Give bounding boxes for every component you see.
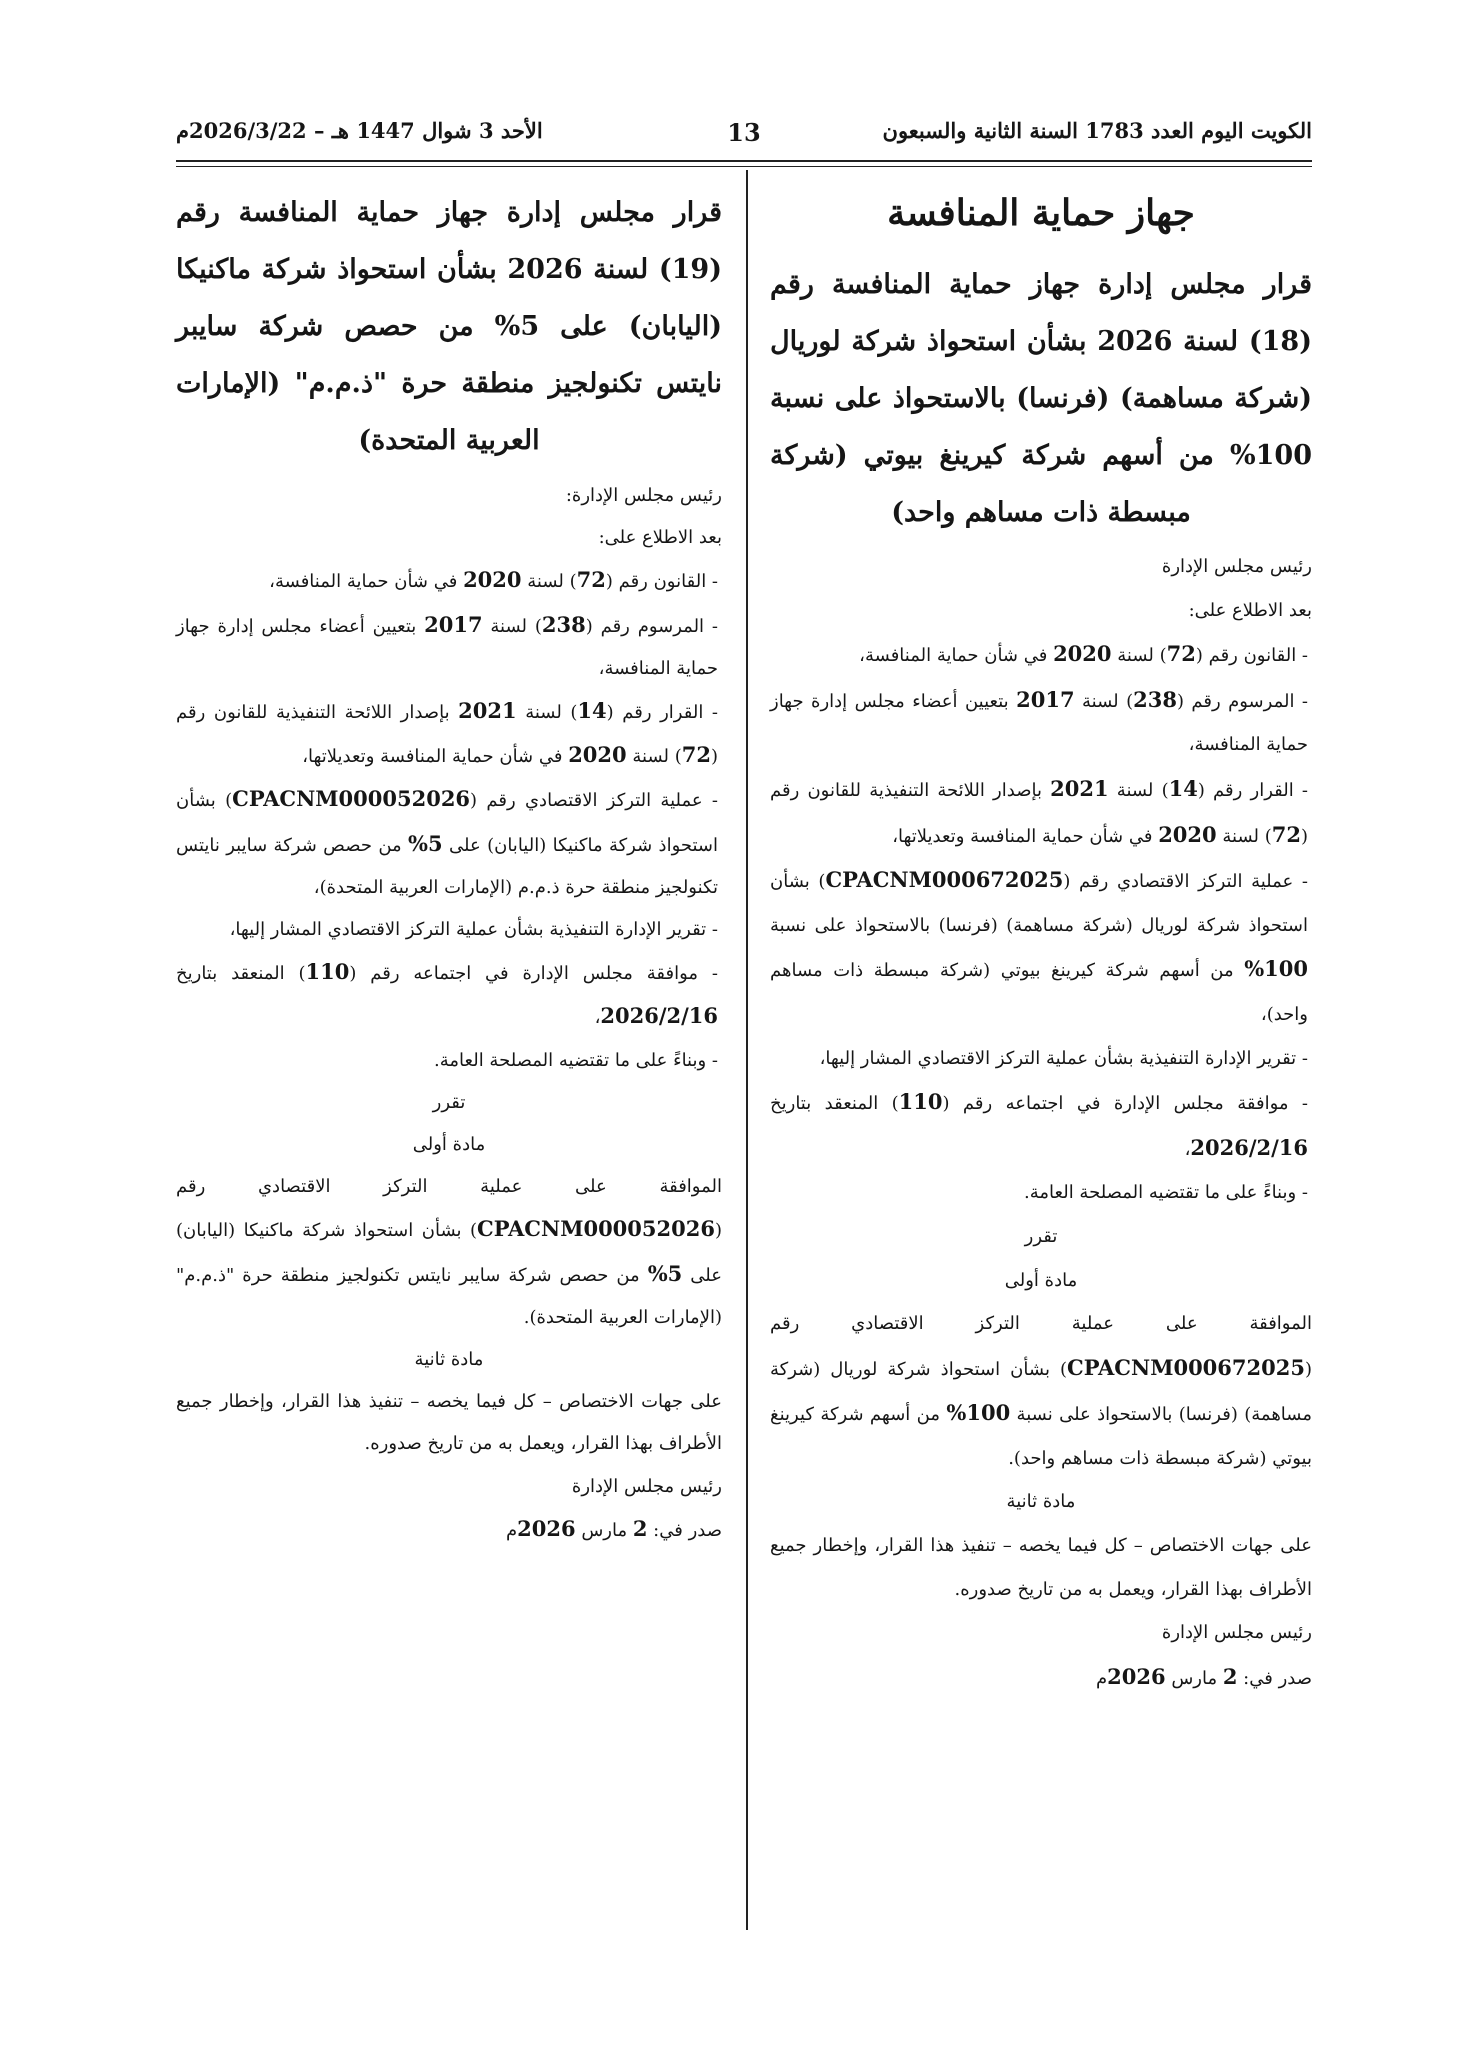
article-1-heading: مادة أولى [412, 1134, 486, 1156]
header-rule-thin [176, 166, 1312, 167]
issued-date: صدر في: 2 مارس 2026م [505, 1515, 722, 1541]
preamble-item: - المرسوم رقم (238) لسنة 2017 بتعيين أعضاء مجلس إدارة جهاز حماية المنافسة، [176, 611, 718, 679]
preamble-item: - المرسوم رقم (238) لسنة 2017 بتعيين أعضاء مجلس إدارة جهاز حماية المنافسة، [770, 686, 1308, 756]
decision-18-column [770, 176, 1312, 1700]
article-2-text: على جهات الاختصاص – كل فيما يخصه – تنفيذ هذا القرار، وإخطار جميع الأطراف بهذا القرار، ويعمل به من تاريخ صدوره. [770, 1535, 1312, 1600]
preamble-item: - القرار رقم (14) لسنة 2021 بإصدار اللائحة التنفيذية للقانون رقم (72) لسنة 2020 في شأن حماية المنافسة وتعديلاتها، [770, 775, 1308, 847]
preamble-item: - تقرير الإدارة التنفيذية بشأن عملية التركز الاقتصادي المشار إليها، [819, 1047, 1308, 1069]
chair-heading: رئيس مجلس الإدارة: [565, 485, 722, 506]
issued-date: صدر في: 2 مارس 2026م [1095, 1663, 1312, 1689]
article-2-text: على جهات الاختصاص – كل فيما يخصه – تنفيذ هذا القرار، وإخطار جميع الأطراف بهذا القرار، ويعمل به من تاريخ صدوره. [176, 1391, 722, 1455]
decision-title: قرار مجلس إدارة جهاز حماية المنافسة رقم (18) لسنة 2026 بشأن استحواذ شركة لوريال (شركة مساهمة) (فرنسا) بالاستحواذ على نسبة 100% من أسهم شركة كيرينغ بيوتي (شركة مبسطة ذات مساهم واحد) [770, 269, 1312, 528]
preamble-item: - وبناءً على ما تقتضيه المصلحة العامة. [1024, 1182, 1308, 1204]
decides-heading: تقرر [1024, 1225, 1058, 1247]
preamble-item: - موافقة مجلس الإدارة في اجتماعه رقم (110) المنعقد بتاريخ 2026/2/16، [770, 1089, 1308, 1160]
header-issue: الكويت اليوم العدد 1783 السنة الثانية والسبعون [882, 118, 1312, 143]
preamble-item: - عملية التركز الاقتصادي رقم (CPACNM000672025) بشأن استحواذ شركة لوريال (شركة مساهمة) (فرنسا) بالاستحواذ على نسبة 100% من أسهم شركة كيرينغ بيوتي (شركة مبسطة ذات مساهم واحد)، [770, 867, 1308, 1025]
article-2-heading: مادة ثانية [414, 1349, 484, 1371]
decides-heading: تقرر [432, 1091, 466, 1113]
preamble-item: - عملية التركز الاقتصادي رقم (CPACNM000052026) بشأن استحواذ شركة ماكنيكا (اليابان) على 5% من حصص شركة سايبر نايتس تكنولجيز منطقة حرة ذ.م.م (الإمارات العربية المتحدة)، [176, 786, 719, 898]
department-title: جهاز حماية المنافسة [887, 192, 1195, 234]
preamble-item: - تقرير الإدارة التنفيذية بشأن عملية التركز الاقتصادي المشار إليها، [229, 919, 718, 941]
article-2-heading: مادة ثانية [1006, 1491, 1076, 1513]
page-header [176, 118, 1312, 154]
signature: رئيس مجلس الإدارة [571, 1475, 722, 1497]
article-1-text: الموافقة على عملية التركز الاقتصادي رقم (CPACNM000052026) بشأن استحواذ شركة ماكنيكا (اليابان) على 5% من حصص شركة سايبر نايتس تكنولجيز منطقة حرة "ذ.م.م" (الإمارات العربية المتحدة). [176, 1176, 722, 1328]
article-1-text: الموافقة على عملية التركز الاقتصادي رقم (CPACNM000672025) بشأن استحواذ شركة لوريال (شركة مساهمة) (فرنسا) بالاستحواذ على نسبة 100% من أسهم شركة كيرينغ بيوتي (شركة مبسطة ذات مساهم واحد). [770, 1313, 1312, 1469]
decision-title: قرار مجلس إدارة جهاز حماية المنافسة رقم (19) لسنة 2026 بشأن استحواذ شركة ماكنيكا (اليابان) على 5% من حصص شركة سايبر نايتس تكنولجيز منطقة حرة "ذ.م.م" (الإمارات العربية المتحدة) [176, 197, 723, 456]
after-review-heading: بعد الاطلاع على: [598, 527, 722, 549]
preamble-item: - وبناءً على ما تقتضيه المصلحة العامة. [434, 1049, 718, 1071]
preamble-item: - القرار رقم (14) لسنة 2021 بإصدار اللائحة التنفيذية للقانون رقم (72) لسنة 2020 في شأن حماية المنافسة وتعديلاتها، [176, 698, 718, 768]
header-rule-thick [176, 160, 1312, 162]
chair-heading: رئيس مجلس الإدارة [1161, 556, 1312, 577]
article-1-heading: مادة أولى [1004, 1269, 1078, 1291]
preamble-item: - القانون رقم (72) لسنة 2020 في شأن حماية المنافسة، [859, 641, 1308, 667]
decision-19-column [176, 176, 722, 1552]
after-review-heading: بعد الاطلاع على: [1188, 599, 1312, 621]
page-number: 13 [727, 118, 761, 147]
header-date: الأحد 3 شوال 1447 هـ – 2026/3/22م [176, 118, 543, 143]
preamble-item: - موافقة مجلس الإدارة في اجتماعه رقم (110) المنعقد بتاريخ 2026/2/16، [176, 959, 718, 1029]
column-divider [746, 170, 748, 1930]
preamble-item: - القانون رقم (72) لسنة 2020 في شأن حماية المنافسة، [269, 567, 718, 593]
signature: رئيس مجلس الإدارة [1161, 1622, 1312, 1644]
